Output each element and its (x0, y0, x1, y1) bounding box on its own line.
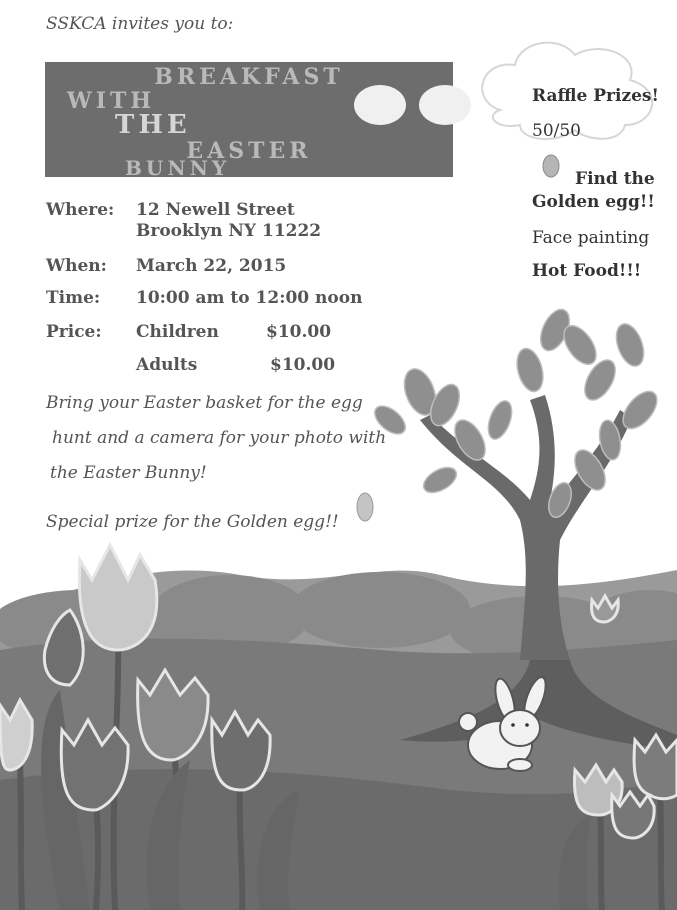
message-line2: hunt and a camera for your photo with (52, 428, 387, 448)
message-line3: the Easter Bunny! (50, 463, 207, 483)
golden-egg-icon (543, 155, 559, 177)
bunny-eye (511, 723, 515, 727)
when-value: March 22, 2015 (136, 256, 287, 276)
raffle-prizes: Raffle Prizes! (532, 86, 659, 106)
find-golden-line2: Golden egg!! (532, 192, 655, 212)
message-line1: Bring your Easter basket for the egg (46, 393, 363, 413)
where-address-line2: Brooklyn NY 11222 (136, 221, 322, 241)
time-label: Time: (46, 288, 101, 308)
find-golden-line1: Find the (575, 169, 655, 189)
adults-label: Adults (136, 355, 198, 375)
adults-price: $10.00 (270, 355, 336, 375)
banner-line-breakfast: BREAKFAST (154, 64, 344, 90)
golden-egg-icon (357, 493, 373, 521)
bunny-ears-icon (340, 77, 490, 127)
where-address-line1: 12 Newell Street (136, 200, 295, 220)
banner-line-the: THE (115, 110, 191, 140)
banner-line-with: WITH (67, 88, 156, 114)
face-painting: Face painting (532, 228, 650, 248)
where-label: Where: (46, 200, 115, 220)
hot-food: Hot Food!!! (532, 261, 642, 281)
special-prize-text: Special prize for the Golden egg!! (46, 512, 339, 532)
intro-text: SSKCA invites you to: (46, 14, 234, 34)
banner-line-easter: EASTER (186, 138, 312, 164)
children-price: $10.00 (266, 322, 332, 342)
banner-line-bunny: BUNNY (125, 156, 231, 180)
when-label: When: (46, 256, 107, 276)
bunny-eye (525, 723, 529, 727)
time-value: 10:00 am to 12:00 noon (136, 288, 363, 308)
price-label: Price: (46, 322, 102, 342)
children-label: Children (136, 322, 219, 342)
fifty-fifty: 50/50 (532, 121, 581, 141)
event-title-banner (45, 62, 453, 180)
